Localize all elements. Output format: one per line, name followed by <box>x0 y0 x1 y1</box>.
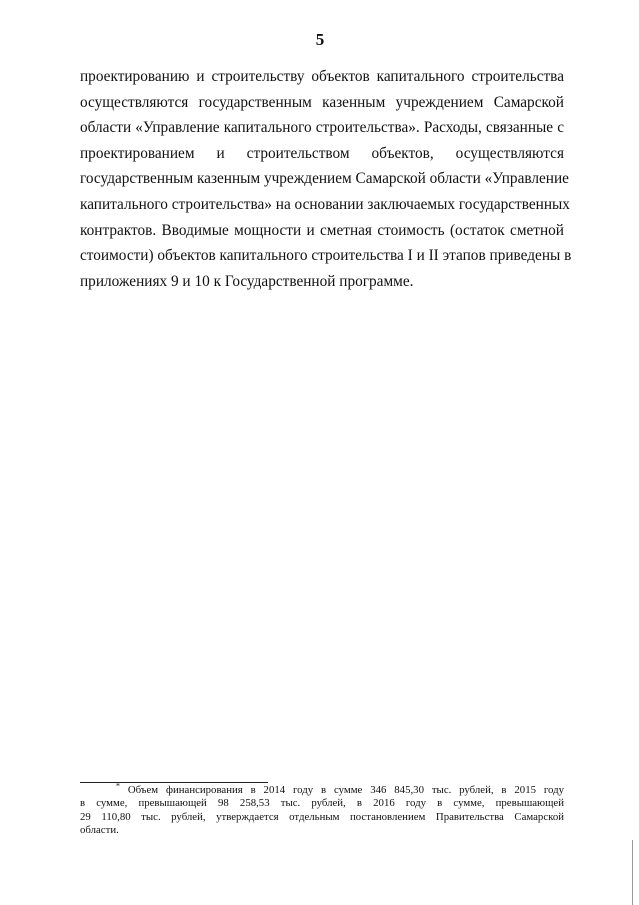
footnote-marker: * <box>116 781 120 791</box>
footnote-line <box>80 781 564 797</box>
body-line: приложениях 9 и 10 к Государственной программе. <box>80 272 414 290</box>
body-line: контрактов. Вводимые мощности и сметная стоимость (остаток сметной <box>80 221 564 239</box>
footnote-line: области. <box>80 824 119 837</box>
footnote-line-text: Объем финансирования в 2014 году в сумме 346 845,30 тыс. рублей, в 2015 году <box>127 784 564 796</box>
footnote-line: в сумме, превышающей 98 258,53 тыс. рублей, в 2016 году в сумме, превышающей <box>80 797 564 810</box>
body-line: осуществляются государственным казенным учреждением Самарской <box>80 93 564 111</box>
body-line: проектированию и строительству объектов капитального строительства <box>80 68 564 85</box>
scan-edge-mark <box>632 840 633 905</box>
footnote <box>80 781 564 838</box>
body-line: капитального строительства» на основании заключаемых государственных <box>80 195 570 213</box>
body-line: области «Управление капитального строительства». Расходы, связанные с <box>80 119 564 137</box>
body-paragraph <box>80 64 572 294</box>
body-line: проектированием и строительством объектов, осуществляются <box>80 144 564 162</box>
page-number: 5 <box>315 30 325 49</box>
body-line: государственным казенным учреждением Самарской области «Управление <box>80 170 569 188</box>
footnote-separator <box>80 782 268 783</box>
footnote-line: 29 110,80 тыс. рублей, утверждается отдельным постановлением Правительства Самарской <box>80 810 564 823</box>
body-line: стоимости) объектов капитального строительства I и II этапов приведены в <box>80 247 572 265</box>
